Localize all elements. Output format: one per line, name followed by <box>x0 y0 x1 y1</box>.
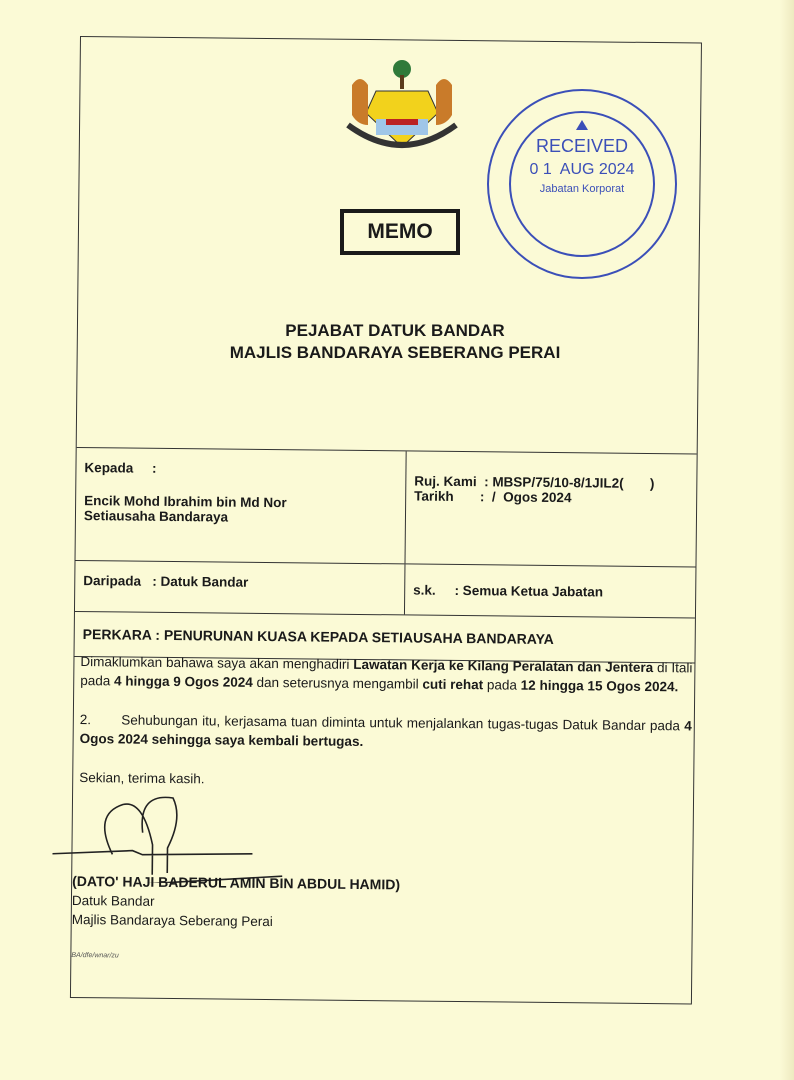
table-row <box>75 561 696 618</box>
cc-line: s.k. : Semua Ketua Jabatan <box>413 582 604 600</box>
stamp-title: RECEIVED <box>535 136 629 156</box>
text-bold: 4 hingga 9 Ogos 2024 <box>113 673 253 690</box>
text: pada <box>483 677 521 693</box>
signatory-name: (DATO' HAJI BADERUL AMIN BIN ABDUL HAMID) <box>72 872 401 893</box>
stamp-department: Jabatan Korporat <box>539 183 625 195</box>
page-edge <box>780 0 794 1080</box>
recipient-title: Setiausaha Bandaraya <box>83 508 229 525</box>
paragraph-1 <box>80 652 692 696</box>
text-bold: 12 hingga 15 Ogos 2024. <box>520 677 679 695</box>
memo-body <box>79 652 696 813</box>
closing: Sekian, terima kasih. <box>79 770 205 787</box>
text: di Itali pada <box>80 660 693 689</box>
paragraph-2 <box>79 710 696 754</box>
reference-number: Ruj. Kami : MBSP/75/10-8/1JIL2( ) <box>414 473 655 492</box>
handwritten-signature <box>52 792 313 885</box>
memo-date: Tarikh : / Ogos 2024 <box>414 488 572 506</box>
text-bold: cuti rehat <box>422 676 484 693</box>
memo-frame <box>70 36 702 1004</box>
reference-initials: BA/dfe/wnar/zu <box>71 951 119 960</box>
from-line: Daripada : Datuk Bandar <box>75 561 406 614</box>
reference-cell <box>405 451 696 566</box>
signature-block <box>72 872 401 932</box>
signatory-organisation: Majlis Bandaraya Seberang Perai <box>71 911 273 930</box>
text: Dimaklumkan bahawa saya akan menghadiri <box>80 654 354 672</box>
text: dan seterusnya mengambil <box>252 674 423 692</box>
memo-header-table <box>74 447 696 663</box>
memo-label: MEMO <box>340 209 460 255</box>
office-line-1: PEJABAT DATUK BANDAR <box>285 321 505 340</box>
table-row <box>76 448 697 567</box>
office-line-2: MAJLIS BANDARAYA SEBERANG PERAI <box>229 343 561 362</box>
kepada-label: Kepada : <box>84 460 157 476</box>
recipient-cell <box>76 448 407 563</box>
signatory-title: Datuk Bandar <box>71 892 155 909</box>
recipient-name: Encik Mohd Ibrahim bin Md Nor <box>84 493 287 511</box>
text-bold: 4 Ogos 2024 sehingga saya kembali bertugas. <box>79 718 696 750</box>
text-bold: Lawatan Kerja ke Kilang Peralatan dan Jentera <box>353 656 654 676</box>
stamp-date: 0 1 AUG 2024 <box>529 161 635 178</box>
subject-line: PERKARA : PENURUNAN KUASA KEPADA SETIAUSAHA BANDARAYA <box>82 626 554 647</box>
text: 2. Sehubungan itu, kerjasama tuan diminta untuk menjalankan tugas-tugas Datuk Bandar pada <box>79 712 685 734</box>
